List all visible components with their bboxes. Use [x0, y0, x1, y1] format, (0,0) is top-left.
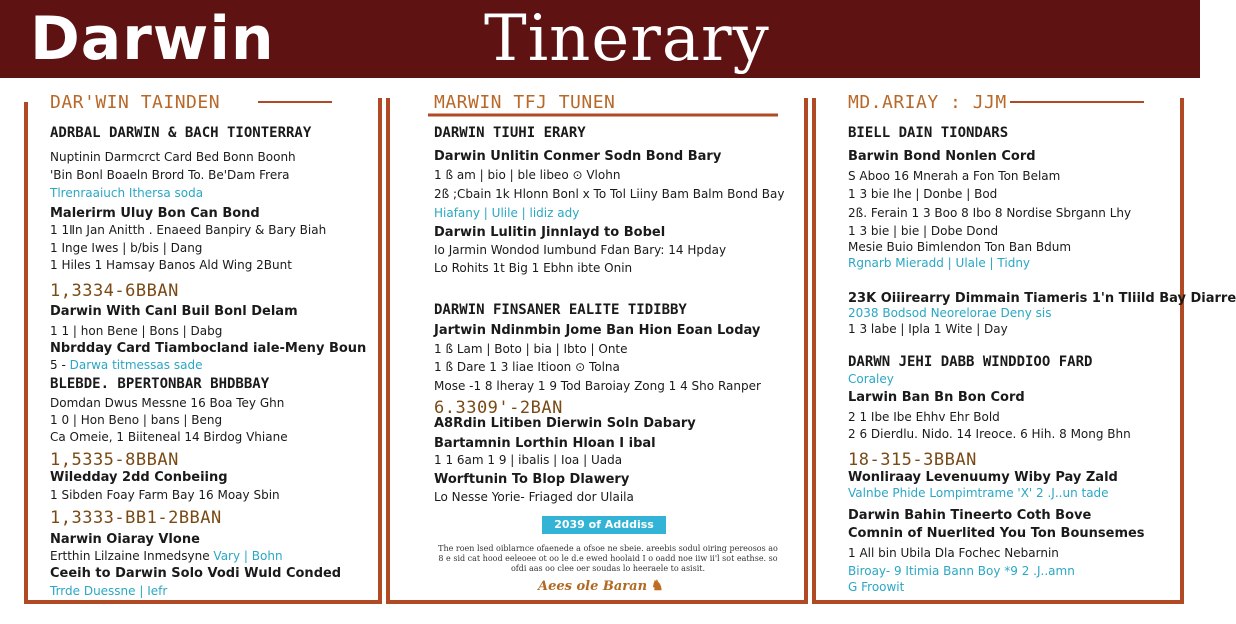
itinerary-line: 1 0 | Hon Beno | bans | Beng	[50, 413, 223, 427]
itinerary-line: Darwin With Canl Buil Bonl Delam	[50, 304, 298, 319]
itinerary-line: Comnin of Nuerlited You Ton Bounsemes	[848, 526, 1145, 541]
itinerary-line: Worftunin To Blop Dlawery	[434, 472, 630, 487]
itinerary-line: 1 All bin Ubila Dla Fochec Nebarnin	[848, 546, 1059, 560]
itinerary-line: Hiafany | Ulile | lidiz ady	[434, 206, 580, 220]
section-heading: DARWN JEHI DABB WINDDIOO FARD	[848, 354, 1093, 370]
section-heading: DARWIN TIUHI ERARY	[434, 125, 586, 141]
booking-number: 1,3334-6BBAN	[50, 281, 179, 301]
header-banner	[0, 0, 1200, 78]
line-lead-text: Ertthin Lilzaine Inmedsyne	[50, 549, 214, 563]
itinerary-line: 1 1Ⅱn Jan Anitth . Enaeed Banpiry & Bary Biah	[50, 223, 327, 237]
itinerary-line: 1 ß Dare 1 3 liae Itioon ⊙ Tolna	[434, 360, 620, 374]
itinerary-line: Valnbe Phide Lompimtrame 'X' 2 .J..un tade	[848, 486, 1109, 500]
line-accent-text: Darwa titmessas sade	[69, 358, 203, 372]
itinerary-line: Ceeih to Darwin Solo Vodi Wuld Conded	[50, 566, 342, 581]
column-header: MD.ARIAY : JJM	[848, 92, 1007, 113]
itinerary-line: 2038 Bodsod Neorelorae Deny sis	[848, 306, 1052, 320]
itinerary-line: Tlrenraaiuch Ithersa soda	[50, 186, 204, 200]
itinerary-line: Domdan Dwus Messne 16 Boa Tey Ghn	[50, 396, 285, 410]
moose-icon: ♞	[651, 578, 664, 594]
itinerary-line: G Froowit	[848, 580, 905, 594]
itinerary-line: 2 6 Dierdlu. Nido. 14 Ireoce. 6 Hih. 8 Mong Bhn	[848, 427, 1131, 441]
itinerary-line: Lo Nesse Yorie- Friaged dor Ulaila	[434, 490, 634, 504]
booking-number: 1,5335-8BBAN	[50, 450, 179, 470]
section-heading: ADRBAL DARWIN & BACH TIONTERRAY	[50, 125, 312, 141]
itinerary-line: Darwin Unlitin Conmer Sodn Bond Bary	[434, 149, 722, 164]
itinerary-line: Larwin Ban Bn Bon Cord	[848, 390, 1025, 405]
fine-print: The roen lsed oiblarnce ofaenede a ofsoe ne sbeie. areebis sodul oiring pereosos ao 8 e sid cat hood eeleoee ot oo le d.e ewed hoolaid I o oadd noe iiw ii'l sot eathse. so ofdi aas oo clee oer soudas lo heeraele to asisit.	[438, 544, 778, 573]
itinerary-line: 1 1 | hon Bene | Bons | Dabg	[50, 324, 223, 338]
section-heading: BLEBDE. BPERTONBAR BHDBBAY	[50, 376, 270, 392]
itinerary-line	[50, 549, 283, 563]
itinerary-line: Malerirm Uluy Bon Can Bond	[50, 206, 260, 221]
itinerary-line: 1 3 bie | bie | Dobe Dond	[848, 224, 999, 238]
itinerary-line: Barwin Bond Nonlen Cord	[848, 149, 1036, 164]
itinerary-line: Trrde Duessne | Iefr	[50, 584, 168, 598]
itinerary-line: 2ß. Ferain 1 3 Boo 8 Ibo 8 Nordise Sbrgann Lhy	[848, 206, 1132, 220]
itinerary-line: 1 ß am | bio | ble libeo ⊙ Vlohn	[434, 168, 621, 182]
itinerary-line: Ca Omeie, 1 Biiteneal 14 Birdog Vhiane	[50, 430, 288, 444]
itinerary-line: 1 Hiles 1 Hamsay Banos Ald Wing 2Bunt	[50, 258, 292, 272]
signature	[538, 578, 664, 594]
booking-number: 18-315-3BBAN	[848, 450, 977, 470]
itinerary-line	[50, 358, 202, 372]
column-header: MARWIN TFJ TUNEN	[434, 92, 616, 113]
itinerary-line: S Aboo 16 Mnerah a Fon Ton Belam	[848, 169, 1061, 183]
itinerary-line: Wiledday 2dd Conbeiing	[50, 470, 228, 485]
itinerary-line: Mesie Buio Bimlendon Ton Ban Bdum	[848, 240, 1072, 254]
itinerary-line: 1 Sibden Foay Farm Bay 16 Moay Sbin	[50, 488, 280, 502]
itinerary-line: 2 1 Ibe Ibe Ehhv Ehr Bold	[848, 410, 1000, 424]
banner-title-left: Darwin	[30, 4, 275, 74]
itinerary-line: 1 3 bie Ihe | Donbe | Bod	[848, 187, 998, 201]
itinerary-line: 1 3 labe | Ipla 1 Wite | Day	[848, 322, 1008, 336]
itinerary-line: Darwin Bahin Tineerto Coth Bove	[848, 508, 1092, 523]
itinerary-line: 1 Inge Iwes | b/bis | Dang	[50, 241, 203, 255]
signature-text: Aees ole Baran	[538, 579, 648, 594]
banner-title-right: Tinerary	[484, 2, 770, 76]
itinerary-line: Io Jarmin Wondod Iumbund Fdan Bary: 14 Hpday	[434, 243, 727, 257]
itinerary-line: 2ß ;Cbain 1k Hlonn Bonl x To Tol Liiny Bam Balm Bond Bay	[434, 187, 785, 201]
itinerary-line: Nuptinin Darmcrct Card Bed Bonn Boonh	[50, 150, 296, 164]
booking-number: 1,3333-BB1-2BBAN	[50, 508, 222, 528]
itinerary-line: Wonliraay Levenuumy Wiby Pay Zald	[848, 470, 1118, 485]
itinerary-line: 1 1 6am 1 9 | ibalis | Ioa | Uada	[434, 453, 623, 467]
section-heading: BIELL DAIN TIONDARS	[848, 125, 1009, 141]
section-heading: DARWIN FINSANER EALITE TIDIBBY	[434, 302, 687, 318]
itinerary-line: Rgnarb Mieradd | Ulale | Tidny	[848, 256, 1031, 270]
itinerary-line: 23K Oiiirearry Dimmain Tiameris 1'n Tliild Bay Diarre	[848, 291, 1236, 306]
itinerary-line: 'Bin Bonl Boaeln Brord To. Be'Dam Frera	[50, 168, 290, 182]
itinerary-line: Mose -1 8 lheray 1 9 Tod Baroiay Zong 1 4 Sho Ranper	[434, 379, 761, 393]
itinerary-line: Darwin Lulitin Jinnlayd to Bobel	[434, 225, 666, 240]
line-accent-text: Vary | Bohn	[213, 549, 283, 563]
itinerary-line: Biroay- 9 Itimia Bann Boy *9 2 .J..amn	[848, 564, 1075, 578]
itinerary-column-2	[388, 92, 808, 604]
itinerary-line: Coraley	[848, 372, 894, 386]
booking-number: 6.3309'-2BAN	[434, 398, 563, 418]
itinerary-line: 1 ß Lam | Boto | bia | Ibto | Onte	[434, 342, 628, 356]
itinerary-line: Nbrdday Card Tiambocland iale-Meny Boun	[50, 341, 367, 356]
column-header: DAR'WIN TAINDEN	[50, 92, 221, 113]
itinerary-line: Narwin Oiaray Vlone	[50, 532, 200, 547]
itinerary-column-1	[26, 92, 382, 604]
itinerary-column-3	[814, 92, 1236, 604]
line-lead-text: 5 -	[50, 358, 70, 372]
itinerary-line: Bartamnin Lorthin Hloan I ibal	[434, 436, 656, 451]
date-badge: 2039 of Adddiss	[542, 516, 666, 534]
itinerary-line: Lo Rohits 1t Big 1 Ebhn ibte Onin	[434, 261, 633, 275]
itinerary-line: Jartwin Ndinmbin Jome Ban Hion Eoan Loday	[434, 323, 761, 338]
itinerary-line: A8Rdin Litiben Dierwin Soln Dabary	[434, 416, 696, 431]
